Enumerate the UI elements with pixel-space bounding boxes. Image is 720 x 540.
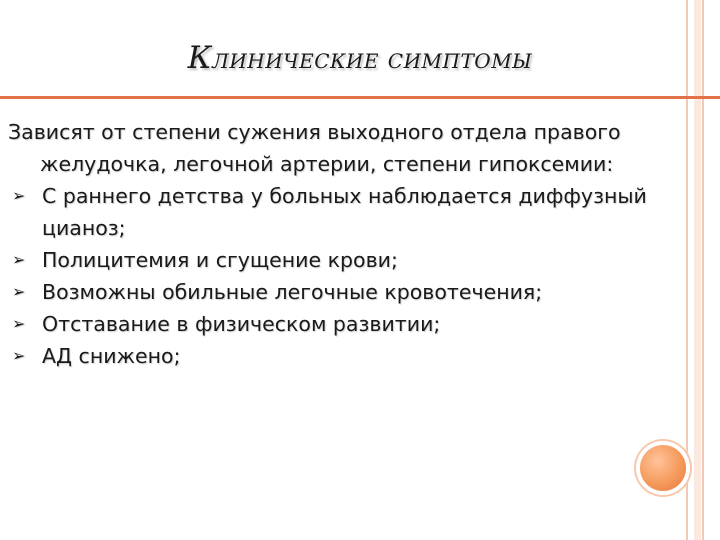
intro-paragraph: [8, 116, 700, 180]
list-item: [0, 180, 700, 244]
list-item-text-continued: цианоз;: [42, 216, 126, 240]
list-item: [0, 276, 700, 308]
decorative-stripe: [702, 0, 704, 540]
decorative-orb-icon: [640, 445, 686, 491]
list-item: [0, 340, 700, 372]
intro-line-1: Зависят от степени сужения выходного отдела правого: [8, 120, 621, 144]
arrow-bullet-icon: ➢: [12, 314, 26, 333]
list-item-text: АД снижено;: [42, 344, 181, 368]
intro-line-2: желудочка, легочной артерии, степени гипоксемии:: [40, 152, 614, 176]
arrow-bullet-icon: ➢: [12, 282, 26, 301]
list-item: [0, 308, 700, 340]
slide-body: [0, 116, 700, 372]
title-first-letter: К: [187, 40, 213, 76]
list-item: [0, 244, 700, 276]
list-item-text: С раннего детства у больных наблюдается диффузный: [42, 184, 647, 208]
list-item-text: Полицитемия и сгущение крови;: [42, 248, 398, 272]
arrow-bullet-icon: ➢: [12, 346, 26, 365]
list-item-text: Отставание в физическом развитии;: [42, 312, 441, 336]
title-divider: [0, 96, 720, 99]
list-item-text: Возможны обильные легочные кровотечения;: [42, 280, 543, 304]
title-word-2: СИМПТОМЫ: [387, 49, 533, 73]
title-word-1: ЛИНИЧЕСКИЕ: [212, 49, 380, 73]
slide-title: [0, 40, 720, 76]
arrow-bullet-icon: ➢: [12, 250, 26, 269]
arrow-bullet-icon: ➢: [12, 186, 26, 205]
